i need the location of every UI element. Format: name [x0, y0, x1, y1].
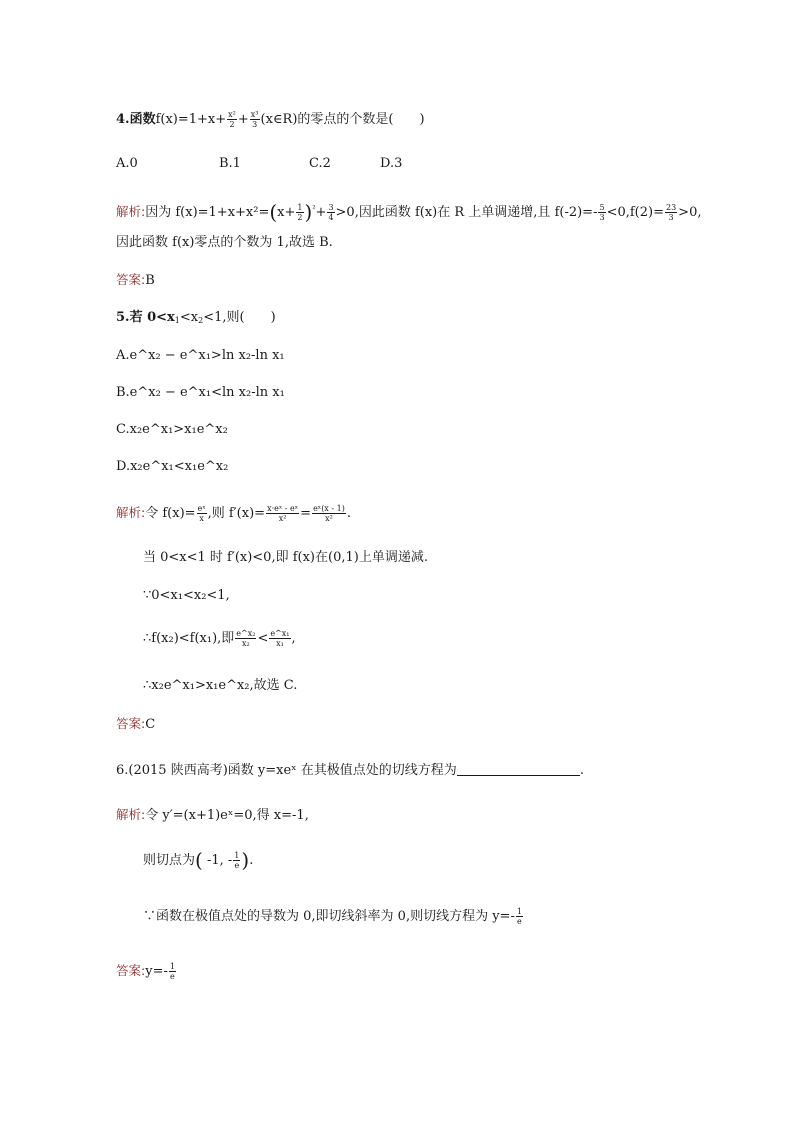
q5-solution-line5: ∴x₂e^x₁>x₁e^x₂,故选 C.	[143, 678, 298, 693]
q5-answer-label: 答案:	[116, 716, 146, 731]
q4-stem-tail: (x∈R)的零点的个数是( )	[260, 112, 425, 127]
q6-sol-frac1: $\frac{1}{e}$	[234, 851, 240, 870]
q5-sol-frac3: $\frac{\text{eˣ(x - 1)}}{\text{x²}}$	[313, 504, 345, 523]
q4-frac2: $\frac{\text{x³}}{3}$	[250, 110, 259, 129]
q5-solution-line3: ∵0<x₁<x₂<1,	[143, 588, 230, 603]
q4-option-a: A.0	[116, 156, 138, 171]
q4-option-c: C.2	[309, 156, 331, 171]
q6-sol-frac2: $\frac{1}{e}$	[516, 907, 522, 926]
q4-stem: 4.函数f(x)=1+x+ $\frac{\text{x²}}{2}$ + $\frac{\text{x³}}{3}$ (x∈R)的零点的个数是( )	[116, 110, 425, 129]
q4-solution-label: 解析:	[116, 204, 146, 219]
q5-option-c: C.x₂e^x₁>x₁e^x₂	[116, 422, 228, 437]
q5-option-d: D.x₂e^x₁<x₁e^x₂	[116, 459, 229, 474]
q4-stem-number: 4.函数	[116, 112, 156, 127]
q4-sol-frac2: $\frac{3}{4}$	[328, 203, 334, 222]
q5-solution-line2: 当 0<x<1 时 f′(x)<0,即 f(x)在(0,1)上单调递减.	[143, 550, 428, 565]
q4-solution-line1: 解析:因为 f(x)=1+x+x²=(x+ $\frac{1}{2}$ )$^{^2}$+ $\frac{3}{4}$ >0,因此函数 f(x)在 R 上单调递增,且 f(-2)=- $\frac{5}{3}$ <0,f(2)= $\frac{23}{3}$ >0,	[116, 200, 702, 224]
q4-solution-line2: 因此函数 f(x)零点的个数为 1,故选 B.	[116, 235, 333, 250]
q4-stem-func: f(x)=1+x+	[155, 112, 227, 127]
q5-sol-frac1: $\frac{\text{eˣ}}{x}$	[197, 504, 206, 523]
q5-solution-line4: ∴f(x₂)<f(x₁),即 $\frac{\text{e\textasciicircum{}x₂}}{\text{x₂}}$ < $\frac{\text{e\textasciicircum{}x₁}}{\text{x₁}}$ ,	[143, 629, 296, 648]
q5-sol-frac4: $\frac{\text{e\textasciicircum{}x₂}}{\text{x₂}}$	[236, 629, 256, 648]
q5-option-a: A.e^x₂ − e^x₁>ln x₂-ln x₁	[116, 348, 285, 363]
q6-solution-line1: 解析:令 y′=(x+1)eˣ=0,得 x=-1,	[116, 807, 309, 823]
q6-answer-blank	[457, 762, 580, 776]
q6-answer-frac: $\frac{1}{e}$	[169, 962, 175, 981]
q5-stem: 5.若 $0<x_1<x_2<1$,则( )	[116, 310, 276, 325]
q6-solution-line3: ∵函数在极值点处的导数为 0,即切线斜率为 0,则切线方程为 y=- $\frac{1}{e}$	[143, 907, 522, 926]
q5-solution-line1: 解析:令 f(x)= $\frac{\text{eˣ}}{x}$ ,则 f′(x)= $\frac{\text{x·eˣ - eˣ}}{\text{x²}}$ = $\frac{\text{eˣ(x - 1)}}{\text{x²}}$ .	[116, 504, 351, 523]
q4-option-d: D.3	[380, 156, 403, 171]
q4-sol-frac1: $\frac{1}{2}$	[297, 203, 303, 222]
q5-answer-value: C	[145, 717, 156, 732]
q4-answer-label: 答案:	[116, 272, 146, 287]
q6-answer-label: 答案:	[116, 963, 146, 978]
q5-sol-frac5: $\frac{\text{e\textasciicircum{}x₁}}{\text{x₁}}$	[270, 629, 290, 648]
q4-answer	[116, 271, 155, 290]
q5-solution-label: 解析:	[116, 505, 146, 520]
q4-option-b: B.1	[219, 156, 241, 171]
q6-answer: 答案:y=- $\frac{1}{e}$	[116, 962, 175, 981]
q4-sol-frac3: $\frac{5}{3}$	[599, 203, 605, 222]
q4-sol-frac4: $\frac{23}{3}$	[665, 203, 677, 222]
q6-solution-line2: 则切点为( -1, - $\frac{1}{e}$ ).	[143, 848, 254, 872]
q6-solution-label: 解析:	[116, 807, 146, 822]
q5-answer	[116, 715, 155, 734]
q4-frac1: $\frac{\text{x²}}{2}$	[228, 110, 236, 129]
q6-stem: 6.(2015 陕西高考)函数 y=xeˣ 在其极值点处的切线方程为 .	[116, 763, 584, 778]
q5-option-b: B.e^x₂ − e^x₁<ln x₂-ln x₁	[116, 385, 285, 400]
q5-sol-frac2: $\frac{\text{x·eˣ - eˣ}}{\text{x²}}$	[267, 504, 299, 523]
q4-answer-value: B	[145, 273, 155, 288]
